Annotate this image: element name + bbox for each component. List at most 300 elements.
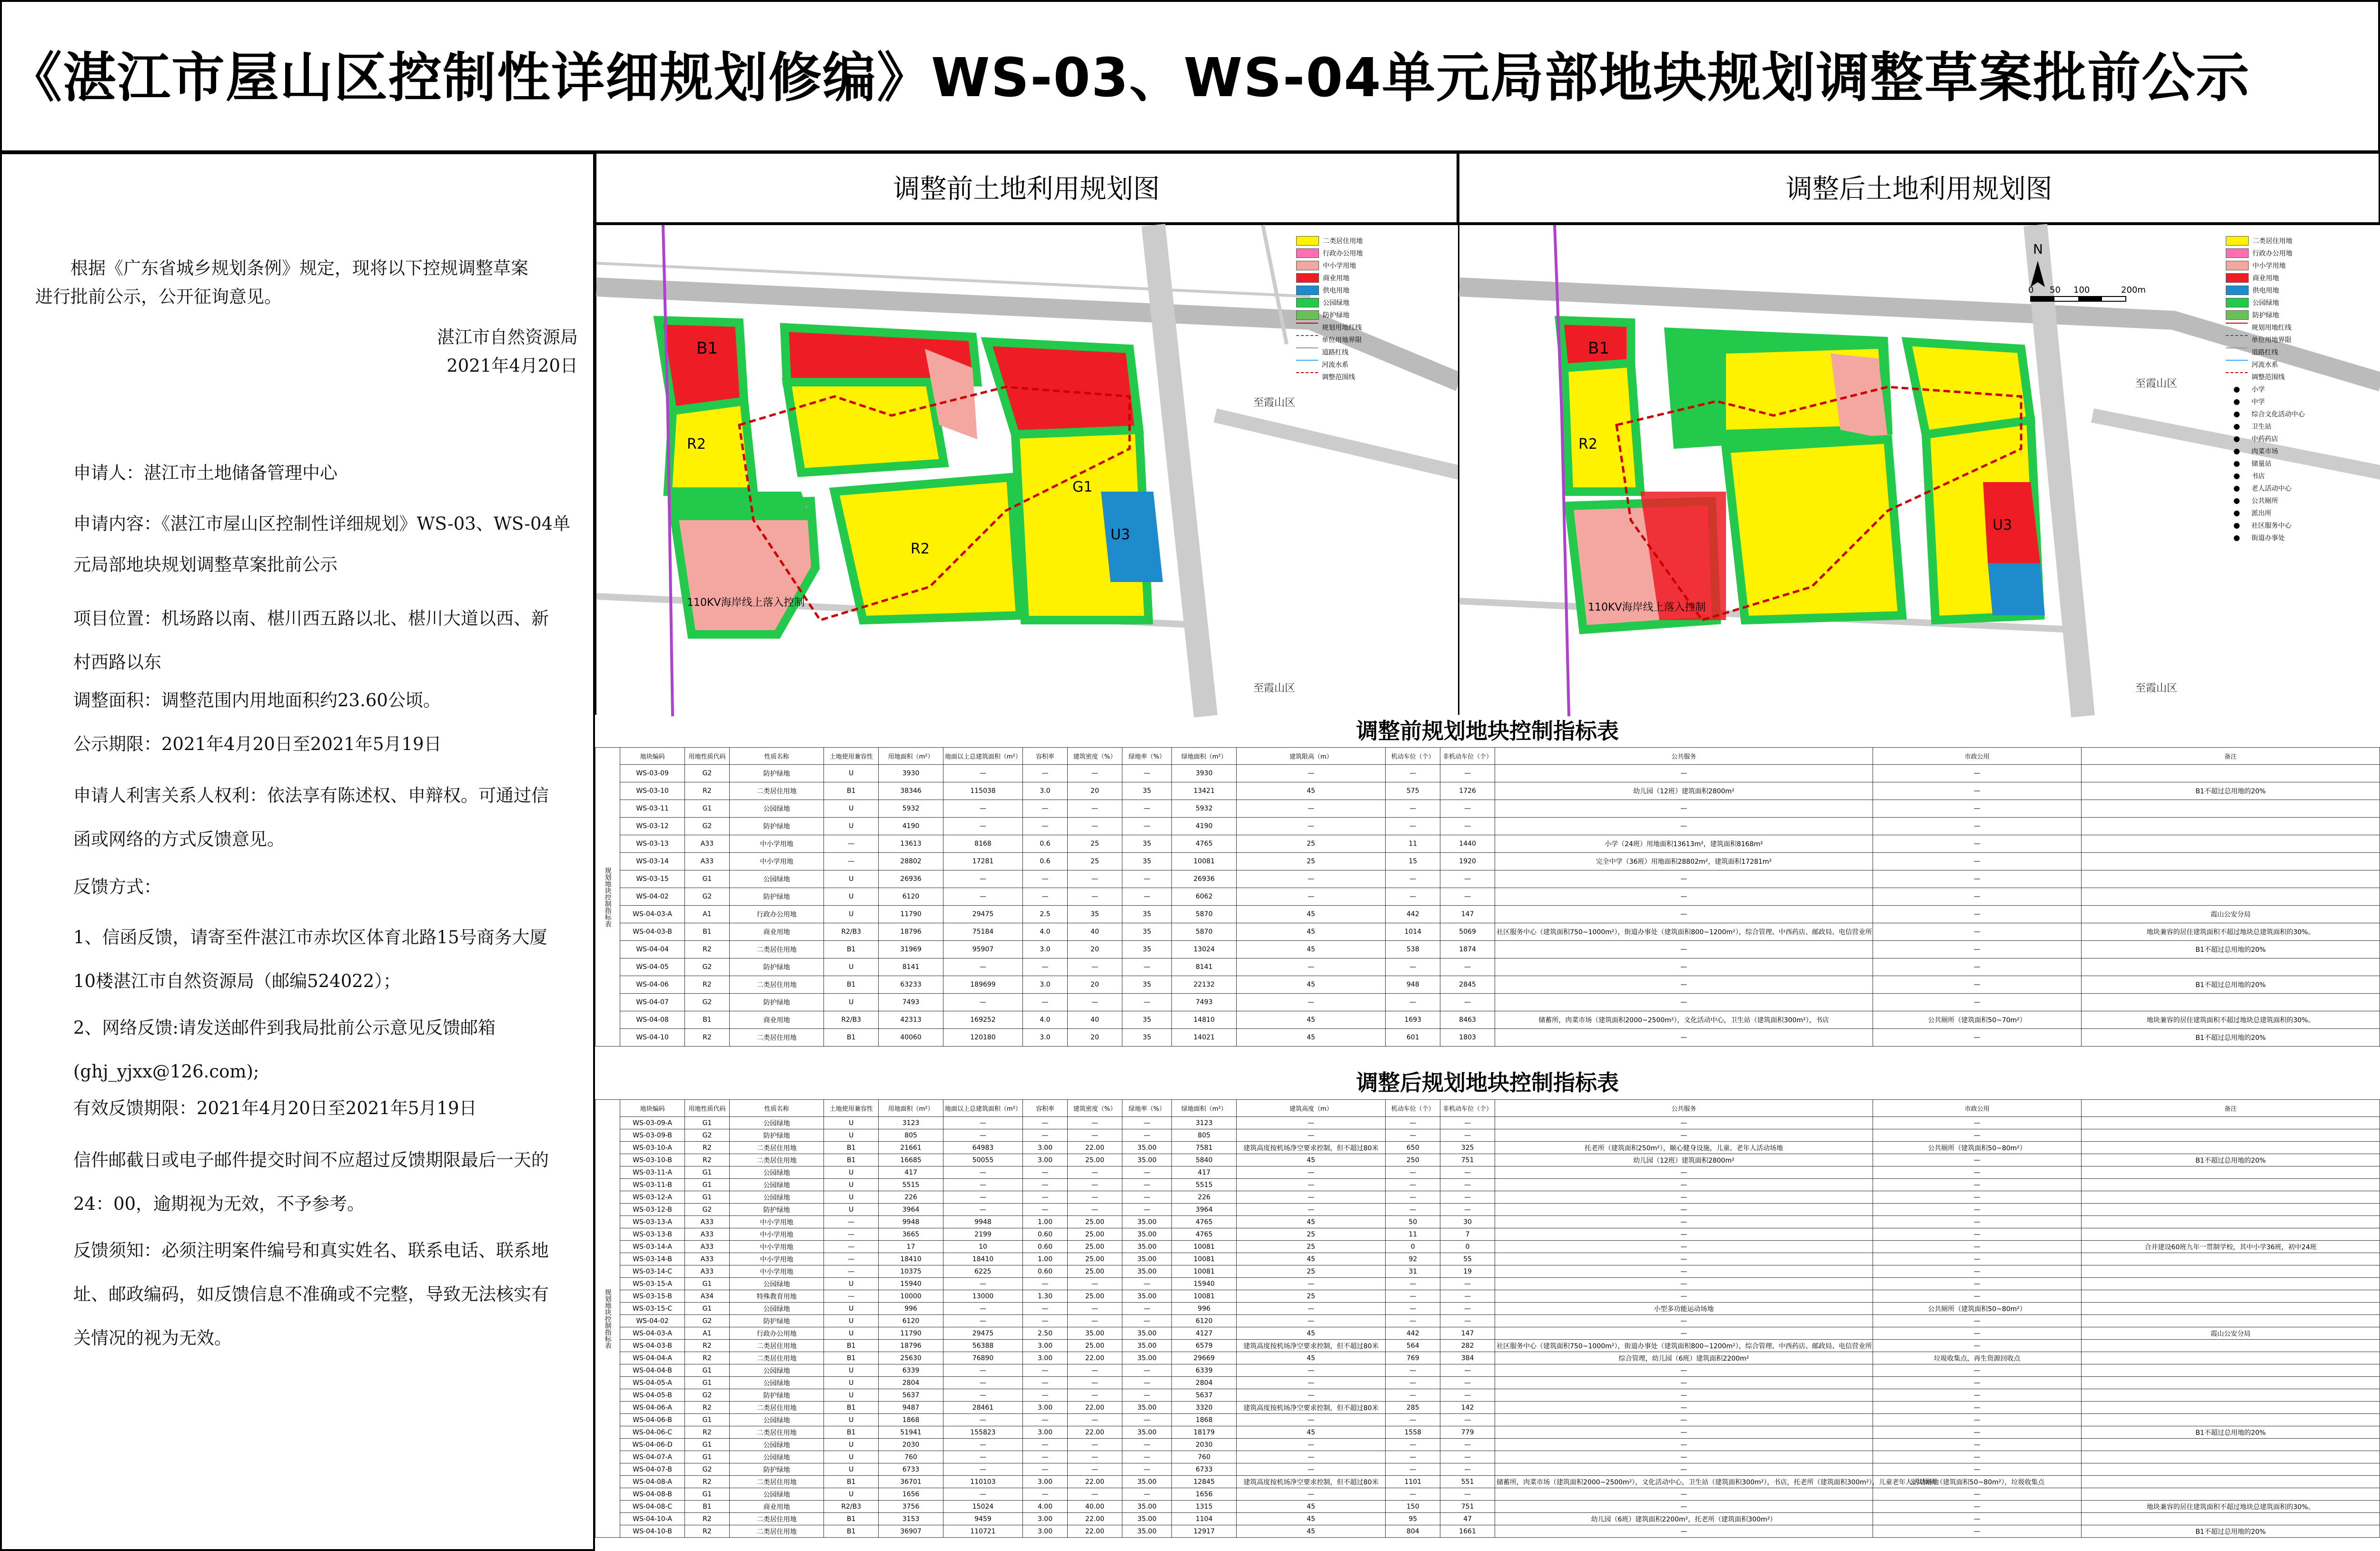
facility-icon: ●	[2233, 521, 2240, 530]
table-header-cell: 地面以上总建筑面积（m²）	[943, 1100, 1022, 1117]
table-cell: 45	[1237, 1352, 1386, 1364]
redline-icon	[1296, 323, 1318, 332]
table-cell: 35.00	[1122, 1513, 1171, 1525]
table-cell: U	[824, 818, 879, 835]
legend-facility-label: 小学	[2251, 386, 2265, 394]
table-row	[595, 1439, 2380, 1451]
table-cell: —	[1873, 1463, 2082, 1476]
table-row	[595, 1315, 2380, 1327]
table-cell: 8141	[879, 958, 943, 976]
table-cell	[2082, 1402, 2380, 1414]
table-cell: 25.00	[1068, 1265, 1122, 1278]
table-cell: 2.5	[1023, 906, 1068, 923]
table-cell	[2082, 1303, 2380, 1315]
table-row	[595, 1228, 2380, 1241]
table-cell: 6339	[1172, 1364, 1237, 1377]
table-cell: —	[1873, 1340, 2082, 1352]
legend-line-5: 调整范围线	[1296, 371, 1453, 383]
table-cell: U	[824, 800, 879, 818]
table-cell: U	[824, 1488, 879, 1501]
table-cell: 5840	[1172, 1154, 1237, 1166]
table-row	[595, 870, 2380, 888]
table-row	[595, 782, 2380, 800]
adjust-range-icon	[1296, 372, 1318, 382]
table-cell: 5932	[1172, 800, 1237, 818]
table-cell	[2082, 853, 2380, 870]
table-cell: 12917	[1172, 1525, 1237, 1538]
table-cell: 3.00	[1023, 1340, 1068, 1352]
table-cell: 中小学用地	[729, 1228, 823, 1241]
table-cell: 1874	[1440, 941, 1495, 958]
table-cell: 92	[1386, 1253, 1440, 1265]
table-cell: 805	[1172, 1129, 1237, 1142]
table-cell: 公共厕所（建筑面积50~70m²）	[1873, 1011, 2082, 1029]
table-cell: —	[1495, 1117, 1873, 1129]
notice-area: 调整面积：调整范围内用地面积约23.60公顷。	[73, 690, 441, 711]
table-cell: 45	[1237, 1426, 1386, 1439]
table-cell: 9948	[879, 1216, 943, 1228]
table-cell: —	[1386, 1204, 1440, 1216]
table-cell: 18410	[879, 1253, 943, 1265]
table-cell: 22.00	[1068, 1525, 1122, 1538]
table-cell: —	[1495, 1129, 1873, 1142]
facility-icon: ●	[2233, 496, 2240, 505]
table-cell: A33	[684, 1228, 729, 1241]
legend-facility-0	[2226, 383, 2378, 395]
table-cell: —	[943, 958, 1022, 976]
table-cell: 10081	[1172, 1253, 1237, 1265]
legend-facility-label: 卫生站	[2251, 423, 2271, 431]
table-cell: 28461	[943, 1402, 1022, 1414]
legend-facility-label: 储量站	[2251, 460, 2271, 468]
table-cell: 1661	[1440, 1525, 1495, 1538]
table-cell: 社区服务中心（建筑面积750~1000m²），街道办事处（建筑面积800~1200m²），综合管理、中西药店、邮政局、电信营业所	[1495, 1340, 1873, 1352]
table-cell: 35.00	[1122, 1265, 1171, 1278]
table-row	[595, 1476, 2380, 1488]
table-cell: —	[943, 1204, 1022, 1216]
table-cell: B1	[824, 1340, 879, 1352]
table-cell: —	[1873, 782, 2082, 800]
table-cell: —	[1023, 1129, 1068, 1142]
table-cell: —	[1873, 1278, 2082, 1290]
table-cell: 36701	[879, 1476, 943, 1488]
table-cell	[2082, 1166, 2380, 1179]
table-cell: WS-04-10-B	[620, 1525, 685, 1538]
table-cell: 31	[1386, 1265, 1440, 1278]
table-cell: 公园绿地	[729, 1303, 823, 1315]
table-cell: 公园绿地	[729, 800, 823, 818]
table-cell: 35.00	[1122, 1352, 1171, 1364]
table-cell: 147	[1440, 906, 1495, 923]
table-cell: —	[1237, 1179, 1386, 1191]
table-cell: —	[1023, 1315, 1068, 1327]
table-cell: 45	[1237, 1513, 1386, 1525]
table-cell: 公园绿地	[729, 1191, 823, 1204]
table-cell	[2082, 1352, 2380, 1364]
table-cell: 4190	[1172, 818, 1237, 835]
table-cell: —	[1386, 1290, 1440, 1303]
table-cell: —	[1023, 800, 1068, 818]
table-cell: 1558	[1386, 1426, 1440, 1439]
table-cell: —	[1386, 1414, 1440, 1426]
legend-facility-label: 中药药店	[2251, 435, 2278, 443]
legend-after-residential: 二类居住用地	[2226, 235, 2378, 247]
table-cell: —	[1495, 765, 1873, 782]
table-cell: 769	[1386, 1352, 1440, 1364]
table-cell: WS-03-11-A	[620, 1166, 685, 1179]
table-row	[595, 1488, 2380, 1501]
table-cell: 35.00	[1122, 1253, 1171, 1265]
table-cell: 储蓄所，肉菜市场（建筑面积2000~2500m²），文化活动中心，卫生站（建筑面积300m²），书店，托老所（建筑面积300m²），儿童老年人活动场地	[1495, 1476, 1873, 1488]
table-cell: 17281	[943, 853, 1022, 870]
table-cell: 36907	[879, 1525, 943, 1538]
table-cell: —	[1495, 1364, 1873, 1377]
table-cell: 282	[1440, 1340, 1495, 1352]
table-cell: 13421	[1172, 782, 1237, 800]
table-header-row	[595, 1100, 2380, 1117]
table-cell: —	[1873, 765, 2082, 782]
table-cell: —	[1068, 1439, 1122, 1451]
table-cell: 45	[1237, 1029, 1386, 1047]
table-cell: WS-04-08-C	[620, 1501, 685, 1513]
feedback-2: 2、网络反馈:请发送邮件到我局批前公示意见反馈邮箱(ghj_yjxx@126.com);	[73, 1018, 496, 1082]
table-cell: WS-04-02	[620, 1315, 685, 1327]
table-cell: 4.00	[1023, 1501, 1068, 1513]
table-cell: —	[1440, 1377, 1495, 1389]
table-row	[595, 976, 2380, 994]
table-cell: 35.00	[1068, 1327, 1122, 1340]
table-cell: —	[943, 1117, 1022, 1129]
table-cell: G1	[684, 1377, 729, 1389]
table-cell: G1	[684, 1166, 729, 1179]
table-cell: 19	[1440, 1265, 1495, 1278]
table-cell: —	[1122, 1364, 1171, 1377]
table-cell: 6120	[1172, 1315, 1237, 1327]
table-cell: —	[1386, 1377, 1440, 1389]
table-cell: —	[1873, 976, 2082, 994]
table-header-cell: 机动车位（个）	[1386, 748, 1440, 765]
table-cell: 商业用地	[729, 1011, 823, 1029]
table-cell: —	[1495, 1166, 1873, 1179]
table-cell: —	[824, 1290, 879, 1303]
table-cell: —	[943, 1315, 1022, 1327]
feedback-title: 反馈方式：	[73, 877, 161, 897]
table-cell: —	[1068, 1204, 1122, 1216]
table-cell: —	[1122, 1191, 1171, 1204]
table-cell: 完全中学（36班）用地面积28802m²，建筑面积17281m²	[1495, 853, 1873, 870]
table-cell	[2082, 1253, 2380, 1265]
legend-school: 中小学用地	[1296, 259, 1453, 272]
table-cell: WS-04-03-A	[620, 906, 685, 923]
table-cell: —	[943, 1389, 1022, 1402]
table-cell: —	[1495, 1179, 1873, 1191]
deadline-note: 信件邮截日或电子邮件提交时间不应超过反馈期限最后一天的24：00，逾期视为无效，不予参考。	[73, 1150, 549, 1214]
table-cell: —	[1495, 1191, 1873, 1204]
table-row	[595, 1377, 2380, 1389]
table-cell: 150	[1386, 1501, 1440, 1513]
table-cell: 50055	[943, 1154, 1022, 1166]
notice-location: 项目位置：机场路以南、椹川西五路以北、椹川大道以西、新村西路以东	[73, 608, 549, 672]
table-cell: —	[1237, 1129, 1386, 1142]
table-cell: WS-03-12	[620, 818, 685, 835]
table-row	[595, 1389, 2380, 1402]
notice-intro: 根据《广东省城乡规划条例》规定，现将以下控规调整草案进行批前公示，公开征询意见。	[35, 258, 528, 307]
table-cell: —	[1237, 800, 1386, 818]
table-cell: 35	[1122, 906, 1171, 923]
table-cell: 35	[1122, 976, 1171, 994]
table-cell: 中小学用地	[729, 1265, 823, 1278]
table-row	[595, 1414, 2380, 1426]
table-cell: —	[1495, 1414, 1873, 1426]
table-row	[595, 1253, 2380, 1265]
table-cell: 25	[1237, 1241, 1386, 1253]
table-cell: —	[1122, 1439, 1171, 1451]
table-cell: 14021	[1172, 1029, 1237, 1047]
table-cell: —	[1122, 1278, 1171, 1290]
table-header-cell: 地块编码	[620, 748, 685, 765]
table-cell: 47	[1440, 1513, 1495, 1525]
table-cell: —	[1440, 958, 1495, 976]
table-row	[595, 1525, 2380, 1538]
table-cell: 325	[1440, 1142, 1495, 1154]
table-cell: 幼儿园（12班）建筑面积2800m²	[1495, 1154, 1873, 1166]
table-cell: —	[1386, 1315, 1440, 1327]
table-cell: G1	[684, 1191, 729, 1204]
facility-icon: ●	[2233, 484, 2240, 493]
table-cell: 22.00	[1068, 1352, 1122, 1364]
table-row	[595, 1129, 2380, 1142]
table-header-cell: 用地面积（m²）	[879, 748, 943, 765]
table-cell: 中小学用地	[729, 853, 823, 870]
table-cell: —	[1122, 870, 1171, 888]
table-cell: 25	[1068, 835, 1122, 853]
legend-facility-12	[2226, 532, 2378, 544]
table-cell: —	[1386, 1278, 1440, 1290]
table-cell: U	[824, 888, 879, 906]
table-cell: 中小学用地	[729, 1241, 823, 1253]
table-cell: 3.00	[1023, 1525, 1068, 1538]
table-cell	[2082, 800, 2380, 818]
table-cell: WS-03-14-A	[620, 1241, 685, 1253]
table-cell: —	[1440, 1278, 1495, 1290]
table-cell: 3.0	[1023, 976, 1068, 994]
table-cell: 35.00	[1122, 1476, 1171, 1488]
table-cell: 3930	[1172, 765, 1237, 782]
table-cell: 5515	[879, 1179, 943, 1191]
legend-commercial: 商业用地	[1296, 272, 1453, 284]
table-header-cell: 绿地面积（m²）	[1172, 748, 1237, 765]
table-cell: 996	[879, 1303, 943, 1315]
table-cell: 2030	[879, 1439, 943, 1451]
table-cell: 14810	[1172, 1011, 1237, 1029]
table-cell: 2845	[1440, 976, 1495, 994]
table-cell: —	[1068, 1463, 1122, 1476]
table-cell: 10081	[1172, 1265, 1237, 1278]
table-cell: 社区服务中心（建筑面积750~1000m²），街道办事处（建筑面积800~1200m²），综合管理、中西药店、邮政局、电信营业所	[1495, 923, 1873, 941]
table-cell: A34	[684, 1290, 729, 1303]
table-cell: 3.00	[1023, 1142, 1068, 1154]
table-cell: —	[1068, 888, 1122, 906]
table-cell: 2030	[1172, 1439, 1237, 1451]
table-cell: 45	[1237, 1154, 1386, 1166]
table-cell: —	[1495, 1241, 1873, 1253]
table-cell: —	[1122, 1129, 1171, 1142]
table-cell: —	[1122, 1166, 1171, 1179]
table-cell: 25	[1237, 853, 1386, 870]
table-cell: —	[1495, 1439, 1873, 1451]
table-cell: —	[1440, 800, 1495, 818]
table-cell: 0.6	[1023, 853, 1068, 870]
legend-after-line-5: 调整范围线	[2226, 371, 2378, 383]
table-cell: 行政办公用地	[729, 1327, 823, 1340]
map-before-label-b1: B1	[696, 339, 718, 358]
table-cell	[2082, 994, 2380, 1011]
legend-facility-label: 公共厕所	[2251, 497, 2278, 505]
table-cell: —	[1237, 958, 1386, 976]
table-header-cell: 绿地率（%）	[1122, 1100, 1171, 1117]
table-cell: —	[1495, 1253, 1873, 1265]
table-cell: R2	[684, 1142, 729, 1154]
table-cell: 442	[1386, 1327, 1440, 1340]
table-cell: —	[1122, 1389, 1171, 1402]
table-cell: 6339	[879, 1364, 943, 1377]
table-cell: 商业用地	[729, 923, 823, 941]
table-cell: 25630	[879, 1352, 943, 1364]
table-cell: 35.00	[1122, 1327, 1171, 1340]
feedback-notes: 反馈须知：必须注明案件编号和真实姓名、联系电话、联系地址、邮政编码，如反馈信息不准确或不完整，导致无法核实有关情况的视为无效。	[73, 1240, 549, 1348]
table-cell: 1104	[1172, 1513, 1237, 1525]
table-cell: WS-03-11	[620, 800, 685, 818]
table-cell: G1	[684, 1451, 729, 1463]
svg-text:U3: U3	[1993, 517, 2013, 533]
table-cell: —	[1495, 1426, 1873, 1439]
table-cell: 22132	[1172, 976, 1237, 994]
table-cell: WS-04-05	[620, 958, 685, 976]
table-cell: —	[1122, 1451, 1171, 1463]
table-cell: WS-03-13	[620, 835, 685, 853]
legend-facility-8	[2226, 482, 2378, 494]
table-row	[595, 1265, 2380, 1278]
facility-icon: ●	[2233, 385, 2240, 394]
table-cell: —	[824, 835, 879, 853]
table-cell: 公园绿地	[729, 870, 823, 888]
table-cell: 7493	[879, 994, 943, 1011]
table-cell: 公园绿地	[729, 1414, 823, 1426]
table-cell: WS-03-15-A	[620, 1278, 685, 1290]
table-cell: —	[1495, 958, 1873, 976]
table-cell: 公园绿地	[729, 1117, 823, 1129]
table-cell: 11	[1386, 835, 1440, 853]
table-cell: —	[1023, 1364, 1068, 1377]
table-cell: 1.00	[1023, 1253, 1068, 1265]
feedback-1: 1、信函反馈，请寄至件湛江市赤坎区体育北路15号商务大厦10楼湛江市自然资源局（邮编524022）；	[73, 927, 547, 991]
table-cell: 2804	[879, 1377, 943, 1389]
svg-text:至霞山区: 至霞山区	[2135, 682, 2178, 694]
table-cell	[2082, 1414, 2380, 1426]
table-cell: WS-03-09-B	[620, 1129, 685, 1142]
table-row	[595, 906, 2380, 923]
table-cell: WS-03-13-B	[620, 1228, 685, 1241]
legend-line-2: 单位用地界限	[1296, 334, 1453, 346]
facility-icon: ●	[2233, 508, 2240, 517]
table-cell: —	[1873, 1204, 2082, 1216]
table-row	[595, 1451, 2380, 1463]
table-cell: B1	[824, 1142, 879, 1154]
table-cell: —	[1237, 1439, 1386, 1451]
table-cell: —	[1386, 765, 1440, 782]
table-cell: 1656	[1172, 1488, 1237, 1501]
table-cell: 25.00	[1068, 1241, 1122, 1253]
legend-admin: 行政办公用地	[1296, 247, 1453, 259]
table-row	[595, 1303, 2380, 1315]
table-cell: —	[1386, 888, 1440, 906]
table-cell: —	[1386, 1129, 1440, 1142]
table-cell: —	[943, 888, 1022, 906]
table-cell: A1	[684, 906, 729, 923]
legend-after-commercial: 商业用地	[2226, 272, 2378, 284]
table-cell: —	[1873, 1327, 2082, 1340]
svg-text:110KV海岸线上落入控制: 110KV海岸线上落入控制	[687, 597, 805, 609]
table-cell: 中小学用地	[729, 1253, 823, 1265]
table-cell: R2/B3	[824, 1501, 879, 1513]
table-cell: 35.00	[1122, 1426, 1171, 1439]
table-cell: —	[1873, 941, 2082, 958]
table-cell: 0	[1386, 1241, 1440, 1253]
table-row	[595, 1154, 2380, 1166]
table-cell: 5870	[1172, 906, 1237, 923]
map-before-legend	[1296, 235, 1453, 383]
table-cell: —	[1122, 1414, 1171, 1426]
table-cell: 建筑高度按机场净空要求控制，但不超过80米	[1237, 1476, 1386, 1488]
table-cell: B1不超过总用地的20%	[2082, 941, 2380, 958]
table-cell: 公共厕所（建筑面积50~80m²），垃圾收集点	[1873, 1476, 2082, 1488]
facility-icon-legend	[2226, 383, 2378, 544]
table-cell: 二类居住用地	[729, 1525, 823, 1538]
table-row	[595, 1327, 2380, 1340]
table-cell: G2	[684, 1204, 729, 1216]
table-cell: 6120	[879, 1315, 943, 1327]
road-icon	[1296, 347, 1318, 357]
table-row	[595, 941, 2380, 958]
table-cell: G2	[684, 994, 729, 1011]
table-cell: —	[1495, 800, 1873, 818]
table-cell: —	[1873, 1265, 2082, 1278]
table-cell: B1不超过总用地的20%	[2082, 976, 2380, 994]
table-cell: R2	[684, 1513, 729, 1525]
table-cell: —	[1495, 1216, 1873, 1228]
table-cell: —	[1440, 1439, 1495, 1451]
table-header-cell: 建筑密度（%）	[1068, 748, 1122, 765]
table-cell: 21661	[879, 1142, 943, 1154]
table-cell: 13613	[879, 835, 943, 853]
table-cell: U	[824, 1364, 879, 1377]
table-cell: —	[1495, 1402, 1873, 1414]
table-cell: 18410	[943, 1253, 1022, 1265]
table-cell: 3153	[879, 1513, 943, 1525]
table-cell: 35	[1122, 923, 1171, 941]
table-cell: U	[824, 994, 879, 1011]
table-cell: U	[824, 1315, 879, 1327]
table-cell: —	[1873, 1216, 2082, 1228]
table-cell: 35	[1068, 906, 1122, 923]
table-cell: —	[1440, 1290, 1495, 1303]
table-cell: 25	[1237, 835, 1386, 853]
table-cell: —	[1386, 994, 1440, 1011]
table-cell: 29475	[943, 1327, 1022, 1340]
table-cell: —	[1023, 1463, 1068, 1476]
table-cell: —	[1495, 1315, 1873, 1327]
table-cell: 417	[879, 1166, 943, 1179]
